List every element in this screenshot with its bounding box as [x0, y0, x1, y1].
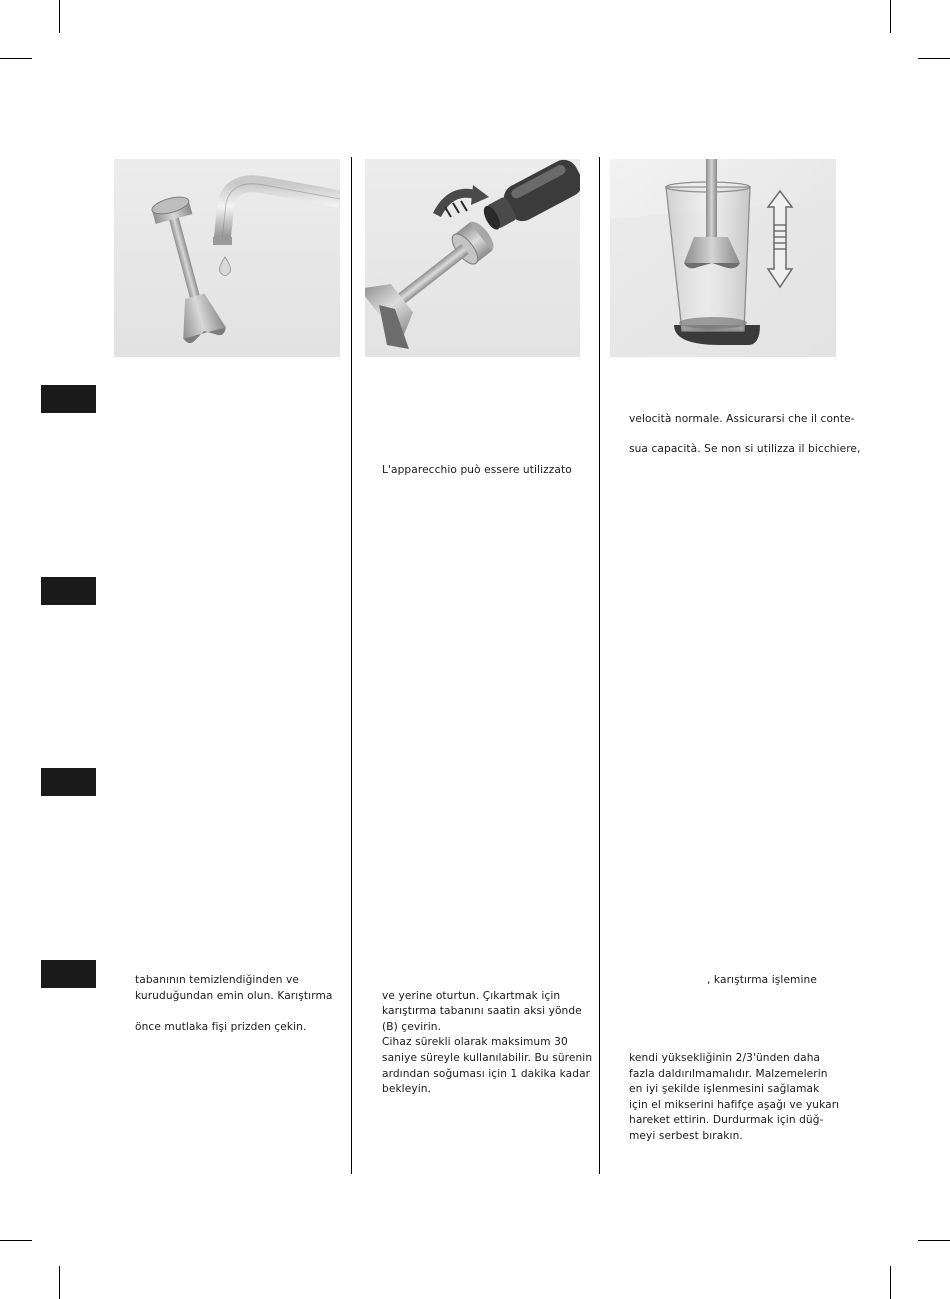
col3-tr-line: en iyi şekilde işlenmesini sağlamak: [629, 1083, 820, 1095]
col3-tr-line: fazla daldırılmamalıdır. Malzemelerin: [629, 1068, 828, 1080]
column-divider: [599, 157, 600, 1174]
language-tab: [41, 577, 96, 605]
language-tab: [41, 768, 96, 796]
col1-tr-line: tabanının temizlendiğinden ve: [135, 974, 299, 986]
col3-it-line1: velocità normale. Assicurarsi che il conte-: [629, 413, 855, 425]
attach-illustration-svg: [365, 159, 580, 357]
crop-mark: [0, 1240, 32, 1241]
col1-tr-line: kuruduğundan emin olun. Karıştırma: [135, 990, 333, 1002]
col2-tr-line: (B) çevirin.: [382, 1021, 442, 1033]
col3-tr-line: kendi yüksekliğinin 2/3'ünden daha: [629, 1052, 821, 1064]
crop-mark: [59, 1266, 60, 1299]
illustration-attach: [365, 159, 580, 357]
beaker-illustration-svg: [610, 159, 836, 357]
column-divider: [351, 157, 352, 1174]
crop-mark: [890, 1266, 891, 1299]
crop-mark: [0, 58, 32, 59]
language-tab: [41, 960, 96, 988]
col2-tr-line: karıştırma tabanını saatin aksi yönde: [382, 1005, 582, 1017]
col3-tr-line: hareket ettirin. Durdurmak için düğ-: [629, 1114, 824, 1126]
language-tab: [41, 385, 96, 413]
crop-mark: [918, 1240, 950, 1241]
illustration-beaker: [610, 159, 836, 357]
rinse-illustration-svg: [114, 159, 340, 357]
col2-tr-line: saniye süreyle kullanılabilir. Bu sürenin: [382, 1052, 593, 1064]
col3-tr-line: meyi serbest bırakın.: [629, 1130, 743, 1142]
col2-tr-line: Cihaz sürekli olarak maksimum 30: [382, 1036, 568, 1048]
col3-tr-line1: , karıştırma işlemine: [707, 974, 817, 986]
crop-mark: [918, 58, 950, 59]
col1-tr-line: önce mutlaka fişi prizden çekin.: [135, 1021, 307, 1033]
col2-tr-line: ve yerine oturtun. Çıkartmak için: [382, 990, 561, 1002]
illustration-rinse: [114, 159, 340, 357]
col2-tr-line: bekleyin.: [382, 1083, 432, 1095]
crop-mark: [59, 0, 60, 33]
col3-it-line2: sua capacità. Se non si utilizza il bicchiere,: [629, 443, 861, 455]
crop-mark: [890, 0, 891, 33]
col2-it-line1: L'apparecchio può essere utilizzato: [382, 464, 572, 476]
col2-tr-line: ardından soğuması için 1 dakika kadar: [382, 1068, 591, 1080]
col3-tr-line: için el mikserini hafifçe aşağı ve yukarı: [629, 1099, 840, 1111]
